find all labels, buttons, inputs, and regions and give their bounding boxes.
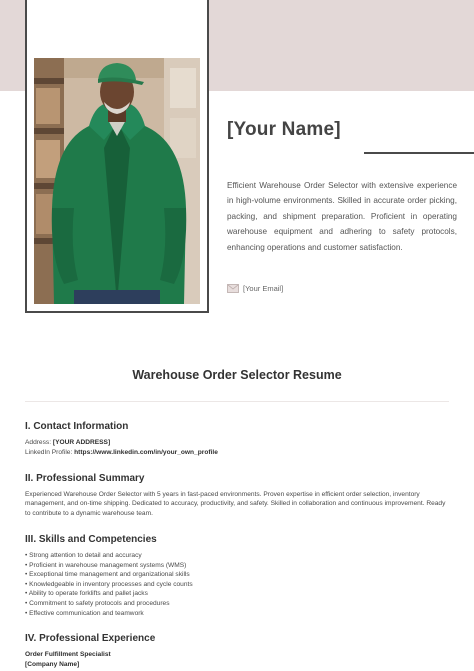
summary-heading: II. Professional Summary: [25, 473, 145, 484]
skills-heading: III. Skills and Competencies: [25, 534, 157, 545]
linkedin-line: [25, 449, 218, 456]
experience-heading: IV. Professional Experience: [25, 633, 156, 644]
profile-photo: [34, 58, 200, 304]
address-label: Address:: [25, 439, 52, 446]
summary-paragraph: Experienced Warehouse Order Selector with 5 years in fast-paced environments. Proven expertise in efficient order selection, inventory management, and on-time shipping. Dedicated to accuracy, productivity, and safety. Skilled in collaboration and continuous improvement. Ready to contribute to a dynamic warehouse team.: [25, 491, 446, 517]
list-item: • Knowledgeable in inventory processes and cycle counts: [25, 580, 193, 590]
address-line: [25, 439, 110, 446]
list-item: • Proficient in warehouse management systems (WMS): [25, 561, 193, 571]
name-divider: [364, 152, 474, 154]
linkedin-label: LinkedIn Profile:: [25, 449, 73, 456]
intro-paragraph: Efficient Warehouse Order Selector with extensive experience in high-volume environments. Skilled in accurate order picking, packing, and shipment preparation. Proficient in operating warehouse equipment and adhering to safety protocols, enhancing operations and customer satisfaction.: [227, 181, 457, 252]
list-item: • Exceptional time management and organizational skills: [25, 570, 193, 580]
list-item: • Commitment to safety protocols and procedures: [25, 599, 193, 609]
email-text: [Your Email]: [243, 284, 284, 293]
linkedin-link[interactable]: https://www.linkedin.com/in/your_own_profile: [74, 449, 218, 456]
experience-company: [Company Name]: [25, 661, 80, 668]
title-divider: [25, 401, 449, 402]
skills-list: [25, 551, 193, 618]
candidate-name: [Your Name]: [227, 119, 341, 140]
list-item: • Ability to operate forklifts and pallet jacks: [25, 589, 193, 599]
document-title: Warehouse Order Selector Resume: [132, 368, 342, 382]
envelope-icon: [227, 284, 239, 293]
contact-heading: I. Contact Information: [25, 421, 129, 432]
list-item: • Strong attention to detail and accuracy: [25, 551, 193, 561]
list-item: • Effective communication and teamwork: [25, 609, 193, 619]
experience-role: Order Fulfillment Specialist: [25, 651, 111, 658]
address-value: [YOUR ADDRESS]: [52, 439, 111, 446]
email-row: [227, 284, 283, 293]
